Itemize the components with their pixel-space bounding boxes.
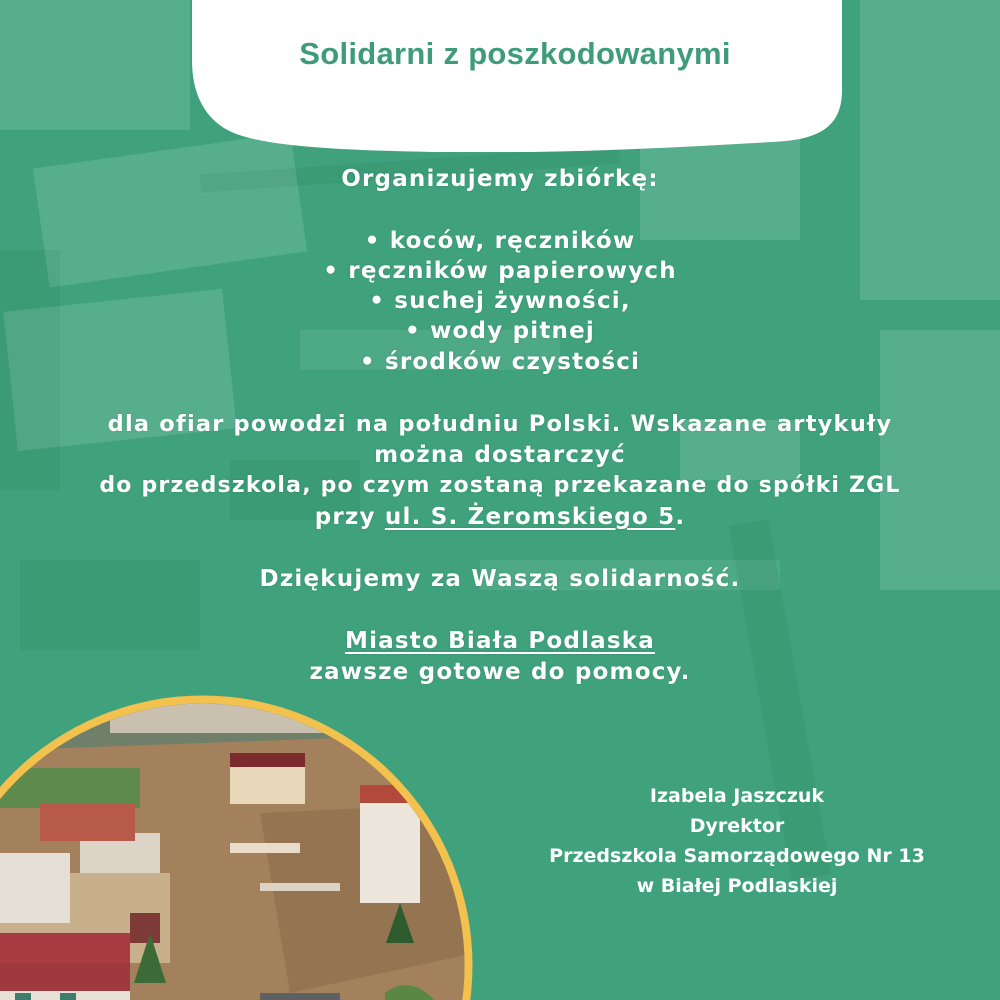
address-suffix: . bbox=[675, 504, 686, 530]
signature-name: Izabela Jaszczuk bbox=[649, 785, 825, 807]
list-item: • wody pitnej bbox=[404, 318, 596, 344]
list-item: • ręczników papierowych bbox=[323, 258, 677, 284]
intro-text: Organizujemy zbiórkę: bbox=[341, 166, 659, 192]
address-prefix: przy bbox=[314, 504, 385, 530]
signature-place: w Białej Podlaskiej bbox=[636, 875, 838, 897]
paragraph-line: można dostarczyć bbox=[374, 442, 626, 468]
list-item: • koców, ręczników bbox=[364, 228, 636, 254]
address-link[interactable]: ul. S. Żeromskiego 5 bbox=[384, 504, 676, 530]
paragraph-line bbox=[0, 502, 1000, 532]
signature-role: Dyrektor bbox=[689, 815, 785, 837]
page-title: Solidarni z poszkodowanymi bbox=[299, 36, 731, 71]
city-tagline: zawsze gotowe do pomocy. bbox=[309, 659, 691, 685]
title-blob bbox=[192, 0, 842, 152]
thanks-text: Dziękujemy za Waszą solidarność. bbox=[259, 566, 741, 592]
city-link[interactable]: Miasto Biała Podlaska bbox=[344, 628, 656, 654]
signature-institution: Przedszkola Samorządowego Nr 13 bbox=[549, 845, 925, 867]
flood-photo bbox=[0, 693, 475, 1000]
paragraph-line: do przedszkola, po czym zostaną przekazane do spółki ZGL bbox=[99, 473, 901, 498]
list-item: • suchej żywności, bbox=[369, 288, 631, 314]
city-link-line bbox=[0, 626, 1000, 656]
paragraph-line: dla ofiar powodzi na południu Polski. Wskazane artykuły bbox=[107, 411, 893, 437]
list-item: • środków czystości bbox=[359, 349, 641, 375]
